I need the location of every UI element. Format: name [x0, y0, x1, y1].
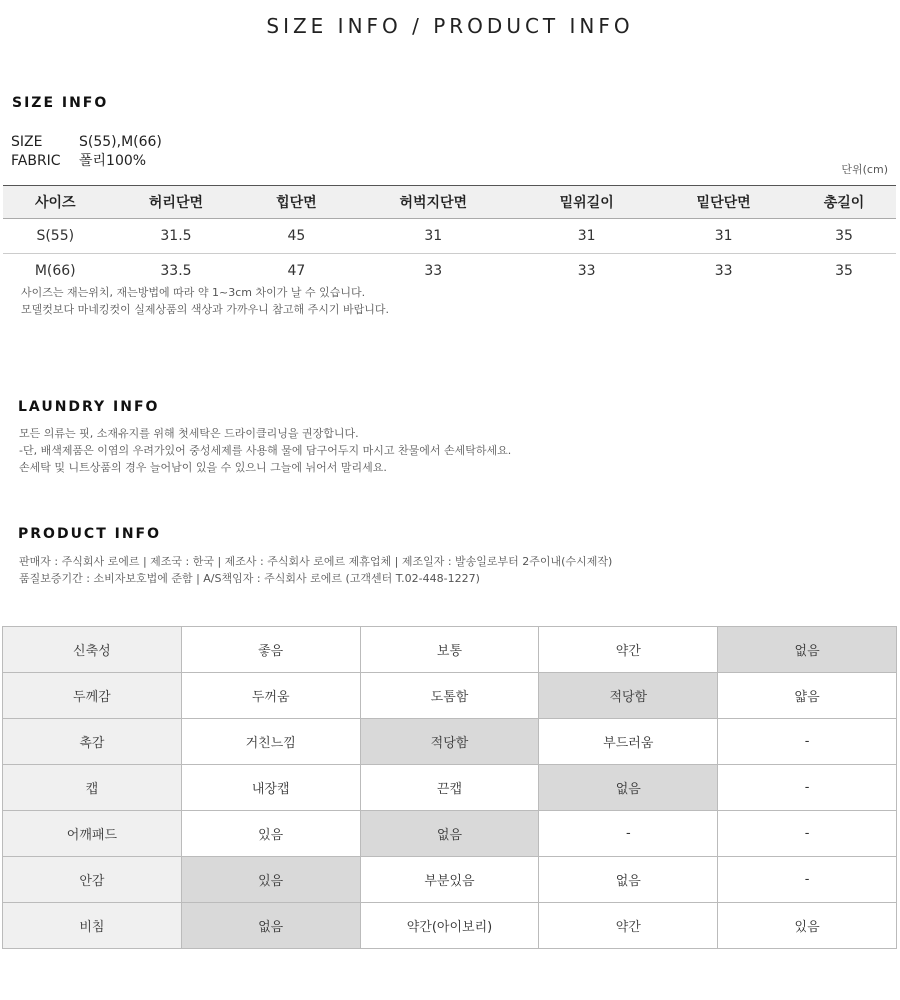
column-header: 허리단면 [108, 186, 245, 219]
fabric-option: - [718, 857, 897, 903]
table-cell: 33 [714, 263, 733, 279]
fabric-option: 약간 [539, 627, 718, 673]
column-header: 밑단단면 [655, 186, 792, 219]
size-value: S(55),M(66) [79, 134, 162, 150]
fabric-option-selected: 없음 [181, 903, 360, 949]
laundry-line: 모든 의류는 핏, 소재유지를 위해 첫세탁은 드라이클리닝을 권장합니다. [19, 427, 359, 440]
size-note-line: 사이즈는 재는위치, 재는방법에 따라 약 1~3cm 차이가 날 수 있습니다. [21, 286, 366, 299]
table-cell: S(55) [3, 219, 108, 254]
fabric-row-label: 안감 [3, 857, 182, 903]
laundry-line: 손세탁 및 니트상품의 경우 늘어남이 있을 수 있으니 그늘에 뉘어서 말리세요. [19, 461, 387, 474]
fabric-option-selected: 없음 [539, 765, 718, 811]
table-cell: M(66) [34, 263, 76, 279]
fabric-row-label: 신축성 [3, 627, 182, 673]
fabric-option-selected: 적당함 [360, 719, 539, 765]
product-notes [19, 553, 612, 587]
fabric-row-lining [3, 857, 897, 903]
product-info-heading: PRODUCT INFO [18, 526, 162, 542]
size-key: SIZE [11, 134, 43, 150]
fabric-row-label: 촉감 [3, 719, 182, 765]
fabric-row-label: 캡 [3, 765, 182, 811]
column-header: 허벅지단면 [348, 186, 518, 219]
table-cell: 45 [244, 219, 348, 254]
column-header: 힙단면 [244, 186, 348, 219]
product-line: 판매자 : 주식회사 로에르 | 제조국 : 한국 | 제조사 : 주식회사 로에르 제휴업체 | 제조일자 : 발송일로부터 2주이내(수시제작) [19, 555, 613, 568]
fabric-row-shoulder-pad [3, 811, 897, 857]
table-cell: 31 [518, 219, 655, 254]
size-table [3, 185, 896, 288]
fabric-option: 내장캡 [181, 765, 360, 811]
table-cell: 33.5 [160, 263, 192, 279]
fabric-option: 약간(아이보리) [360, 903, 539, 949]
table-cell: 31 [348, 219, 518, 254]
fabric-option: - [718, 811, 897, 857]
fabric-option: - [718, 719, 897, 765]
laundry-line: -단, 배색제품은 이염의 우려가있어 중성세제를 사용해 물에 담구어두지 마시고 찬물에서 손세탁하세요. [19, 444, 512, 457]
column-header: 총길이 [792, 186, 896, 219]
table-cell: 33 [424, 263, 443, 279]
fabric-option-selected: 없음 [360, 811, 539, 857]
fabric-row-sheerness [3, 903, 897, 949]
fabric-option: 끈캡 [360, 765, 539, 811]
table-cell: 31 [655, 219, 792, 254]
size-spec [11, 134, 162, 150]
fabric-row-thickness [3, 673, 897, 719]
fabric-option: - [539, 811, 718, 857]
fabric-spec [11, 150, 146, 170]
fabric-option: 좋음 [181, 627, 360, 673]
fabric-row-cup [3, 765, 897, 811]
fabric-row-label: 비침 [3, 903, 182, 949]
unit-note: 단위(cm) [841, 163, 888, 176]
table-cell: 35 [792, 219, 896, 254]
fabric-option-selected: 없음 [718, 627, 897, 673]
table-row [3, 219, 896, 254]
fabric-option: 두꺼움 [181, 673, 360, 719]
fabric-option-selected: 적당함 [539, 673, 718, 719]
table-cell: 35 [835, 263, 853, 279]
fabric-row-texture [3, 719, 897, 765]
fabric-option: 도톰함 [360, 673, 539, 719]
fabric-option: 약간 [539, 903, 718, 949]
fabric-key: FABRIC [11, 153, 61, 169]
fabric-row-stretch [3, 627, 897, 673]
fabric-option: - [718, 765, 897, 811]
fabric-option-selected: 있음 [181, 857, 360, 903]
page-title: SIZE INFO / PRODUCT INFO [266, 14, 634, 38]
fabric-row-label: 두께감 [3, 673, 182, 719]
table-row [3, 254, 896, 289]
laundry-info-heading: LAUNDRY INFO [18, 399, 160, 415]
fabric-option: 얇음 [718, 673, 897, 719]
fabric-option: 거친느낌 [181, 719, 360, 765]
fabric-value: 폴리100% [79, 153, 147, 169]
fabric-table [2, 626, 897, 949]
size-note-line: 모델컷보다 마네킹컷이 실제상품의 색상과 가까우니 참고해 주시기 바랍니다. [21, 303, 390, 316]
column-header: 밑위길이 [518, 186, 655, 219]
fabric-option: 부드러움 [539, 719, 718, 765]
fabric-option: 부분있음 [360, 857, 539, 903]
product-line: 품질보증기간 : 소비자보호법에 준함 | A/S책임자 : 주식회사 로에르 (고객센터 T.02-448-1227) [19, 572, 480, 585]
fabric-option: 없음 [539, 857, 718, 903]
table-cell: 31.5 [108, 219, 245, 254]
size-table-header [3, 186, 896, 219]
fabric-option: 보통 [360, 627, 539, 673]
table-cell: 33 [577, 263, 596, 279]
table-cell: 47 [287, 263, 306, 279]
size-notes [21, 284, 389, 318]
column-header: 사이즈 [3, 186, 108, 219]
fabric-option: 있음 [181, 811, 360, 857]
size-info-heading: SIZE INFO [12, 95, 109, 111]
laundry-notes [19, 425, 511, 476]
fabric-option: 있음 [718, 903, 897, 949]
fabric-row-label: 어깨패드 [3, 811, 182, 857]
